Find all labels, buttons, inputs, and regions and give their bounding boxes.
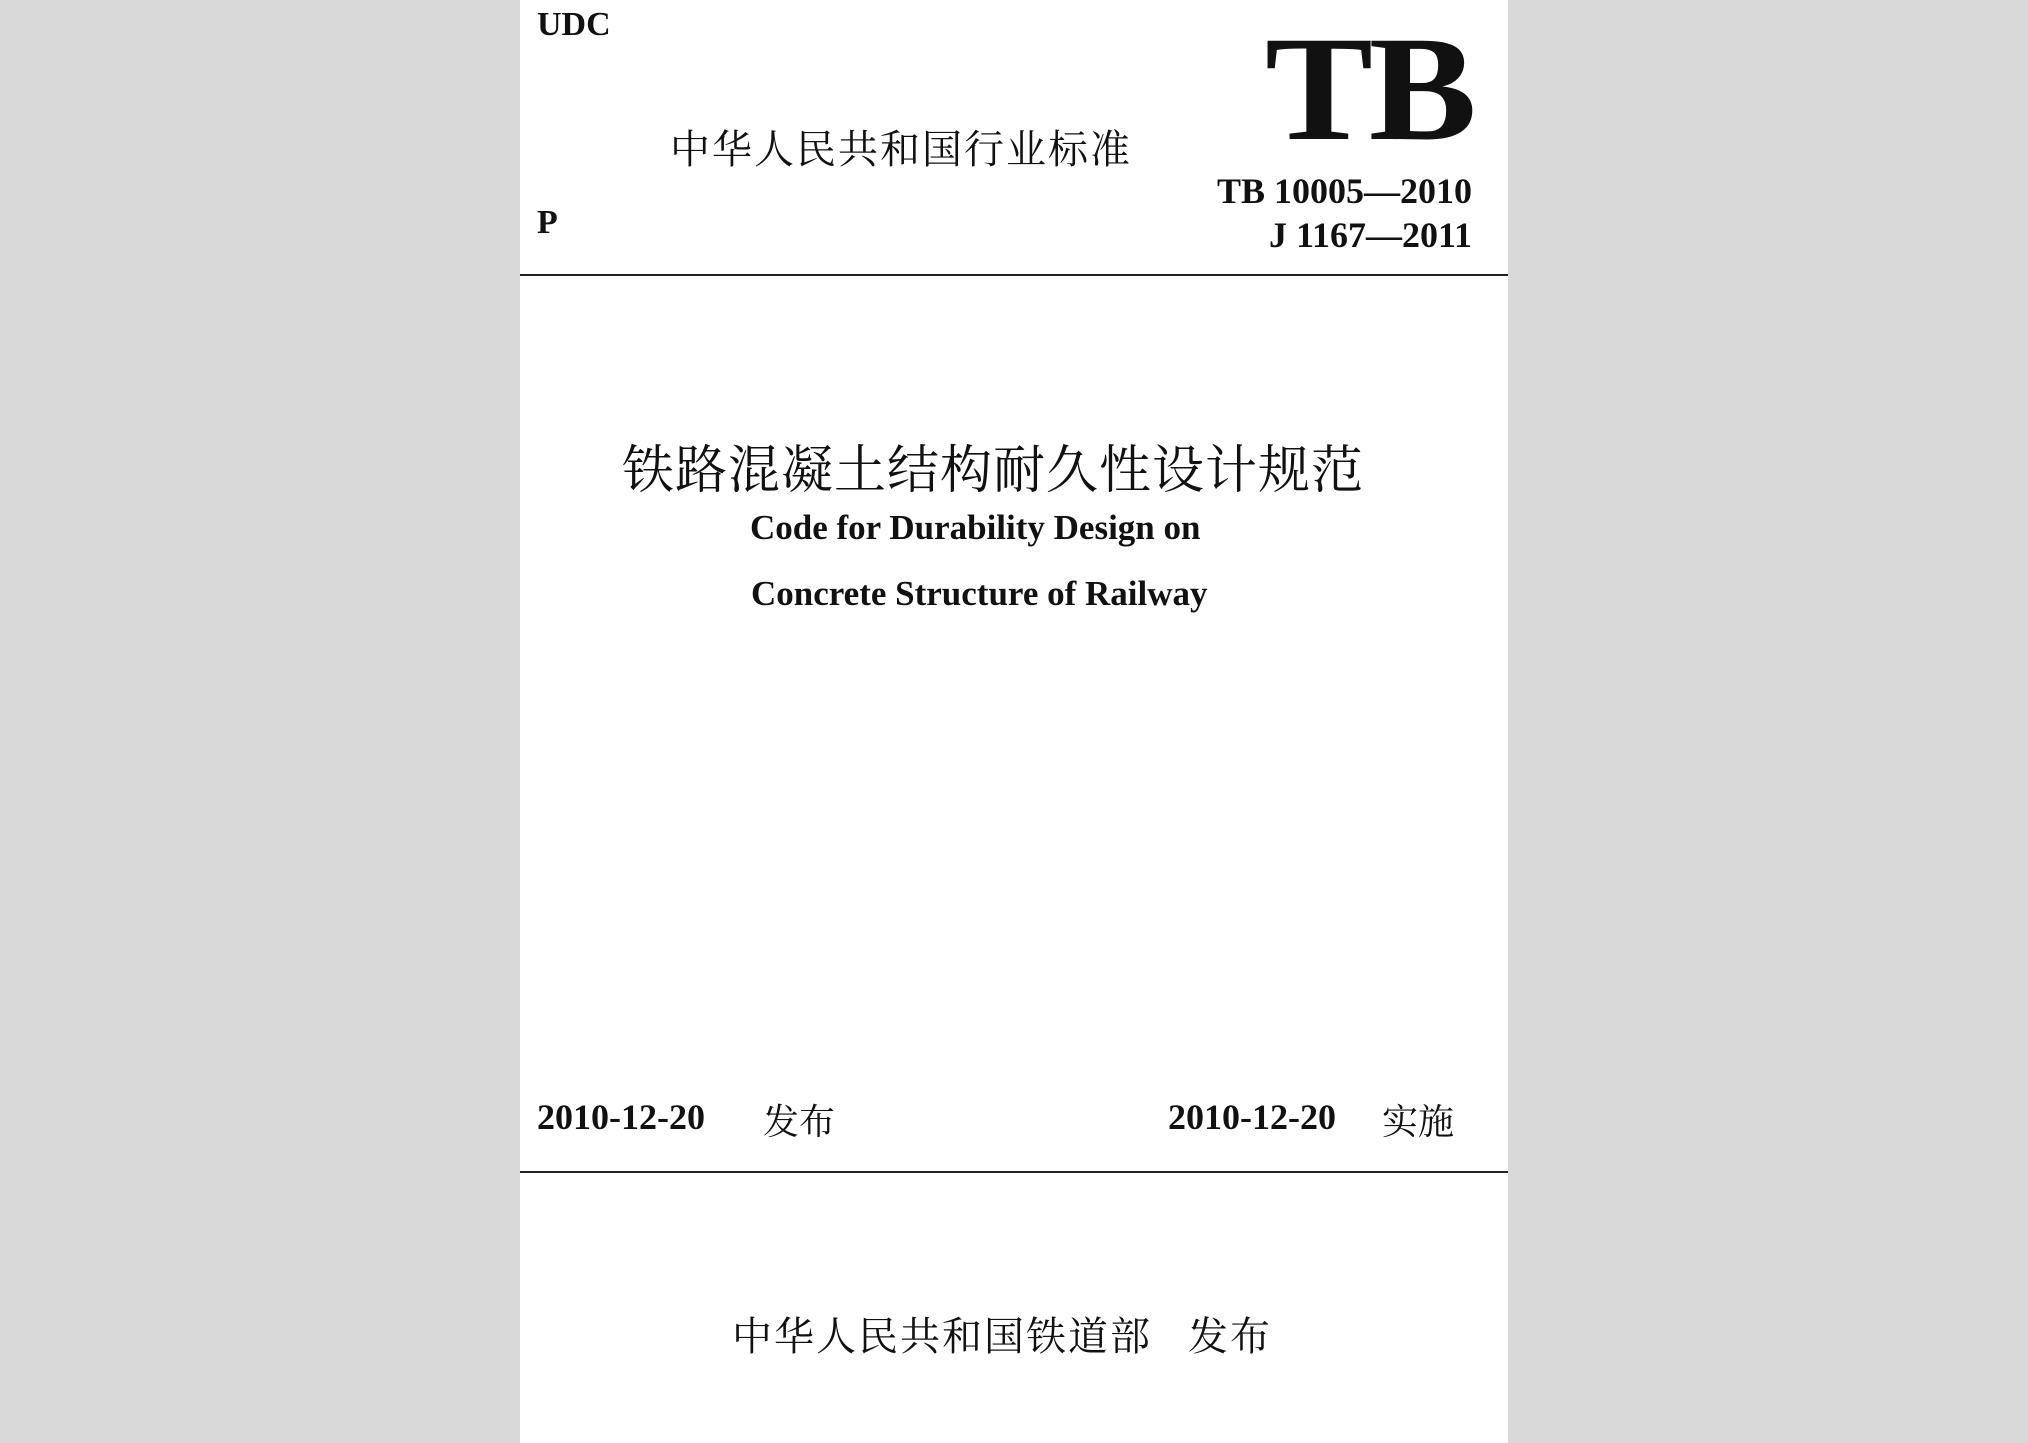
issuer-label: 发布: [1188, 1314, 1272, 1360]
registration-number: J 1167—2011: [1268, 215, 1472, 255]
category-label: P: [537, 204, 558, 241]
top-divider: [520, 274, 1508, 276]
tb-logo: TB: [1265, 6, 1473, 172]
issuer-name: 中华人民共和国铁道部: [732, 1314, 1152, 1360]
bottom-divider: [520, 1171, 1508, 1173]
title-english-line1: Code for Durability Design on: [750, 508, 1201, 547]
implementation-label: 实施: [1382, 1102, 1455, 1143]
issue-date: 2010-12-20: [537, 1097, 705, 1137]
title-chinese: 铁路混凝土结构耐久性设计规范: [622, 441, 1365, 501]
udc-label: UDC: [537, 6, 611, 43]
document-cover: [520, 0, 1508, 1443]
standard-type-label: 中华人民共和国行业标准: [670, 127, 1132, 173]
issue-label: 发布: [763, 1102, 836, 1143]
implementation-date: 2010-12-20: [1168, 1097, 1336, 1137]
standard-number: TB 10005—2010: [1216, 171, 1472, 211]
title-english-line2: Concrete Structure of Railway: [751, 574, 1208, 613]
